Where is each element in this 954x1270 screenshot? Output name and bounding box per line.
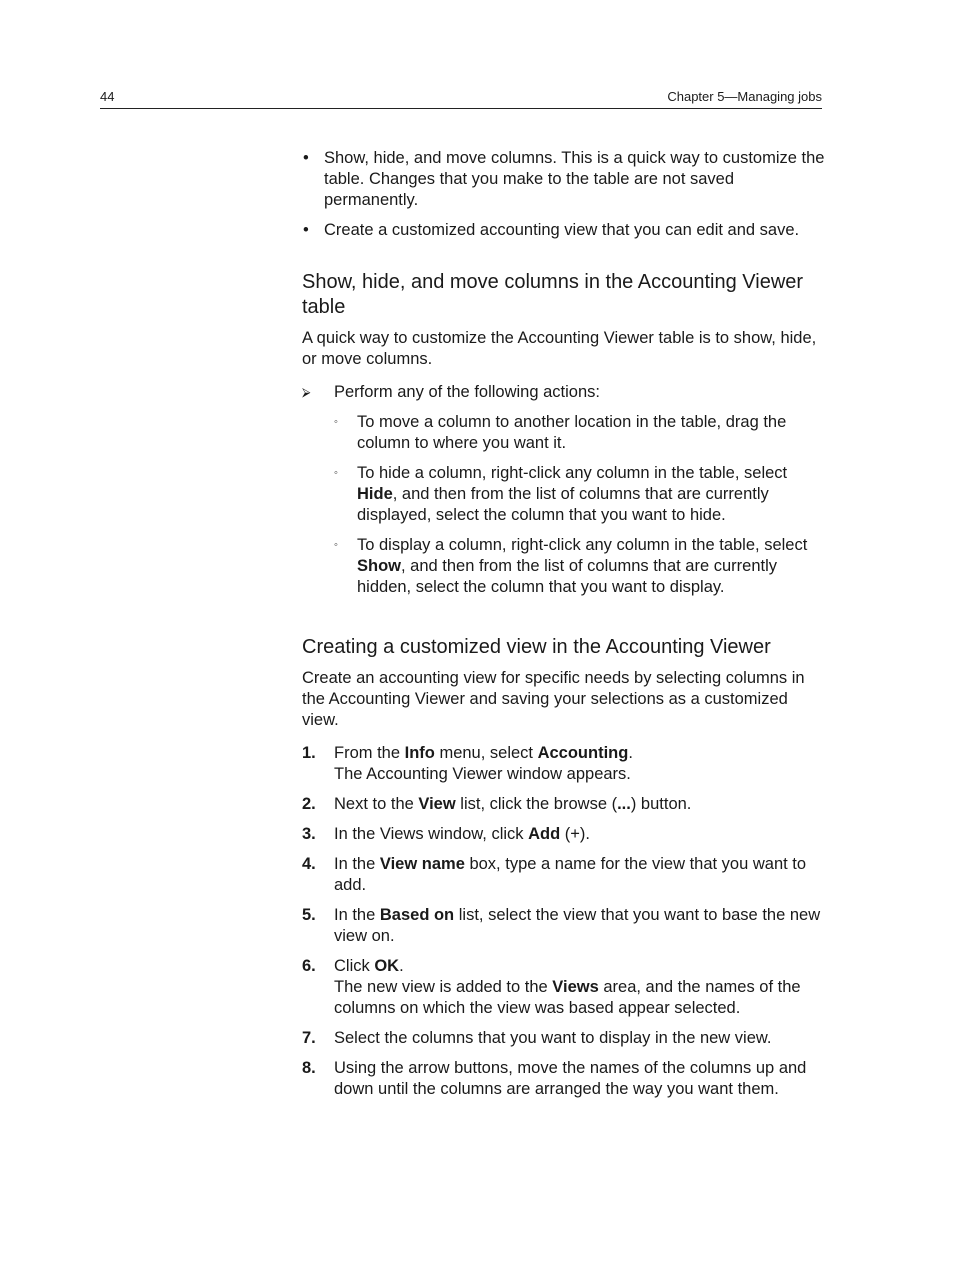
step-item: 5. In the Based on list, select the view that you want to base the new view on. (302, 906, 821, 945)
action-text: Perform any of the following actions: (334, 383, 600, 401)
action-item (302, 382, 827, 403)
list-item: • Create a customized accounting view that you can edit and save. (302, 220, 827, 241)
step-number: 5. (302, 906, 316, 924)
step-number: 2. (302, 795, 316, 813)
step-number: 3. (302, 825, 316, 843)
step-number: 4. (302, 855, 316, 873)
step-number: 1. (302, 744, 316, 762)
circle-bullet-icon: ◦ (334, 539, 338, 551)
circle-bullet-icon: ◦ (334, 467, 338, 479)
circle-bullet-icon: ◦ (334, 416, 338, 428)
page-number: 44 (100, 89, 115, 104)
step-result: The Accounting Viewer window appears. (334, 765, 631, 783)
step-item: 1. From the Info menu, select Accounting. The Accounting Viewer window appears. (302, 744, 633, 783)
intro-bullet-list (302, 148, 827, 241)
step-item: 2. Next to the View list, click the browse (...) button. (302, 795, 692, 813)
list-item: ◦ To hide a column, right-click any column in the table, select Hide, and then from the list of columns that are currently displayed, select the column that you want to hide. (334, 464, 788, 524)
step-item: 3. In the Views window, click Add (+). (302, 825, 590, 843)
list-item: ◦ To move a column to another location in the table, drag the column to where you want it. (334, 413, 787, 452)
step-item: 6. Click OK. The new view is added to the Views area, and the names of the columns on which the view was based appear selected. (302, 957, 801, 1017)
step-result: The new view is added to the Views area, and the names of the columns on which the view was based appear selected. (334, 978, 801, 1017)
section-intro: Create an accounting view for specific needs by selecting columns in the Accounting Viewer and saving your selections as a customized view. (302, 669, 805, 729)
section-heading-show-hide: Show, hide, and move columns in the Accounting Viewer table (302, 271, 804, 318)
step-item: 7. Select the columns that you want to display in the new view. (302, 1029, 772, 1047)
page-content (302, 148, 827, 1109)
step-item: 8. Using the arrow buttons, move the names of the columns up and down until the columns are arranged the way you want them. (302, 1059, 807, 1098)
section-heading-customized-view: Creating a customized view in the Accounting Viewer (302, 636, 771, 658)
step-number: 6. (302, 957, 316, 975)
step-number: 7. (302, 1029, 316, 1047)
action-sub-list (334, 412, 827, 598)
list-item: ◦ To display a column, right-click any column in the table, select Show, and then from the list of columns that are currently hidden, select the column that you want to display. (334, 536, 808, 596)
step-number: 8. (302, 1059, 316, 1077)
list-item: • Show, hide, and move columns. This is a quick way to customize the table. Changes that you make to the table are not saved permanently. (302, 148, 827, 211)
chapter-title: Chapter 5—Managing jobs (667, 89, 822, 104)
step-item: 4. In the View name box, type a name for the view that you want to add. (302, 855, 807, 894)
page-header (100, 88, 822, 109)
section-intro: A quick way to customize the Accounting Viewer table is to show, hide, or move columns. (302, 329, 817, 368)
arrow-bullet-icon: ⮚ (302, 385, 311, 399)
steps-list (302, 743, 827, 1100)
